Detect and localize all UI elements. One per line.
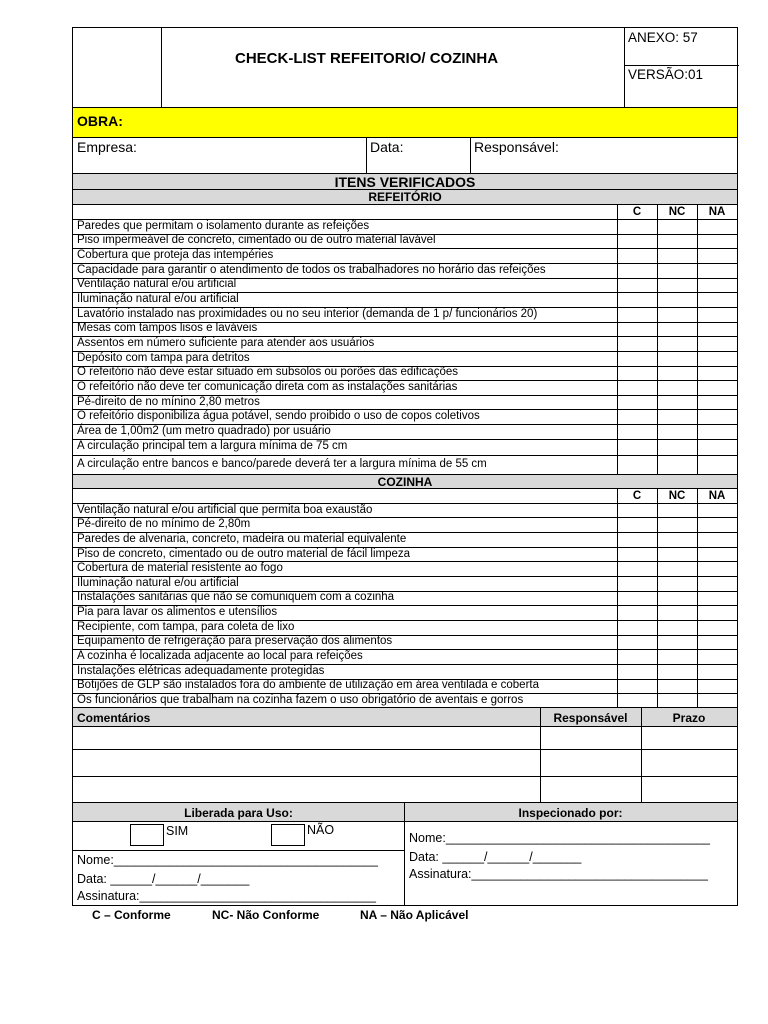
checklist-item: Pia para lavar os alimentos e utensílios bbox=[77, 606, 278, 619]
data-label: Data: bbox=[370, 139, 404, 155]
itens-verificados-header bbox=[73, 173, 737, 190]
inspecionado-nome: Nome:______________________________________ bbox=[409, 831, 710, 845]
liberada-divider bbox=[73, 850, 404, 851]
checklist-item: O refeitório disponibiliza água potável, sendo proibido o uso de copos coletivos bbox=[77, 410, 480, 423]
checklist-item: Iluminação natural e/ou artificial bbox=[77, 576, 239, 589]
comments-row-line-1 bbox=[73, 749, 737, 750]
anexo-label: ANEXO: 57 bbox=[628, 30, 698, 45]
comentarios-label: Comentários bbox=[77, 711, 151, 725]
column-header-c: C bbox=[632, 206, 642, 218]
cozinha-table bbox=[73, 489, 737, 708]
cozinha-title: COZINHA bbox=[377, 474, 433, 489]
refeitorio-header bbox=[73, 190, 737, 205]
liberada-nome: Nome:______________________________________ bbox=[77, 853, 378, 867]
checklist-item: Os funcionários que trabalham na cozinha fazem o uso obrigatório de aventais e gorros bbox=[77, 694, 524, 707]
page-title: CHECK-LIST REFEITORIO/ COZINHA bbox=[235, 50, 499, 67]
checklist-item: Pé-direito de no mínino 2,80 metros bbox=[77, 395, 260, 408]
legend-na: NA – Não Aplicável bbox=[360, 908, 469, 922]
checklist-item: Instalações sanitárias que não se comuniquem com a cozinha bbox=[77, 591, 395, 604]
refeitorio-title: REFEITÓRIO bbox=[368, 190, 442, 204]
column-divider bbox=[617, 489, 618, 708]
checklist-item: Iluminação natural e/ou artificial bbox=[77, 293, 239, 306]
sim-checkbox[interactable] bbox=[130, 824, 164, 846]
empresa-label: Empresa: bbox=[77, 139, 137, 155]
legend-nc: NC- Não Conforme bbox=[212, 908, 320, 922]
column-divider bbox=[697, 205, 698, 474]
checklist-item: Cobertura de material resistente ao fogo bbox=[77, 562, 283, 575]
checklist-item: Pé-direito de no mínimo de 2,80m bbox=[77, 518, 251, 531]
signature-divider bbox=[404, 802, 405, 906]
checklist-item: A cozinha é localizada adjacente ao local para refeições bbox=[77, 650, 363, 663]
comments-section bbox=[73, 707, 737, 803]
checklist-item: Mesas com tampos lisos e laváveis bbox=[77, 322, 258, 335]
checklist-item: Depósito com tampa para detritos bbox=[77, 351, 250, 364]
comments-responsavel-label: Responsável bbox=[553, 711, 628, 725]
checklist-item: Capacidade para garantir o atendimento de todos os trabalhadores no horário das refeições bbox=[77, 263, 546, 276]
checklist-item: O refeitório não deve ter comunicação direta com as instalações sanitárias bbox=[77, 380, 458, 393]
data-resp-divider bbox=[470, 138, 471, 173]
column-header-nc: NC bbox=[668, 206, 686, 218]
inspecionado-assinatura: Assinatura:__________________________________ bbox=[409, 867, 708, 881]
column-header-na: NA bbox=[708, 489, 726, 502]
header-anexo-divider bbox=[624, 65, 739, 66]
column-divider bbox=[617, 205, 618, 474]
checklist-item: Área de 1,00m2 (um metro quadrado) por usuário bbox=[77, 424, 331, 437]
checklist-item: Equipamento de refrigeração para preservação dos alimentos bbox=[77, 635, 393, 648]
checklist-item: Paredes de alvenaria, concreto, madeira ou material equivalente bbox=[77, 532, 407, 545]
checklist-item: Paredes que permitam o isolamento durante as refeições bbox=[77, 219, 370, 232]
responsavel-label: Responsável: bbox=[474, 139, 559, 155]
comments-header bbox=[73, 707, 737, 727]
obra-label: OBRA: bbox=[77, 113, 123, 129]
column-divider bbox=[697, 489, 698, 708]
liberada-data: Data: ______/______/_______ bbox=[77, 872, 250, 886]
refeitorio-table bbox=[73, 205, 737, 474]
liberada-title: Liberada para Uso: bbox=[184, 806, 293, 820]
checklist-item: Botijões de GLP são instalados fora do ambiente de utilização em área ventilada e coberta bbox=[77, 679, 539, 692]
row-separator bbox=[73, 455, 737, 456]
checklist-frame bbox=[72, 27, 738, 906]
itens-verificados-title: ITENS VERIFICADOS bbox=[334, 174, 476, 190]
empresa-data-divider bbox=[366, 138, 367, 173]
checklist-item: Piso de concreto, cimentado ou de outro material de fácil limpeza bbox=[77, 547, 411, 560]
legend-c: C – Conforme bbox=[92, 908, 171, 922]
checklist-item: Lavatório instalado nas proximidades ou no seu interior (demanda de 1 p/ funcionários 20) bbox=[77, 307, 538, 320]
header-divider-left bbox=[161, 28, 162, 107]
comments-divider-1 bbox=[540, 707, 541, 803]
checklist-item: Ventilação natural e/ou artificial bbox=[77, 278, 237, 291]
checklist-item: A circulação principal tem a largura mínima de 75 cm bbox=[77, 440, 348, 453]
inspecionado-title: Inspecionado por: bbox=[518, 806, 623, 820]
header-divider-right bbox=[624, 28, 625, 107]
cozinha-header bbox=[73, 474, 737, 489]
column-divider bbox=[657, 489, 658, 708]
nao-label: NÃO bbox=[307, 823, 335, 837]
obra-row bbox=[73, 107, 737, 138]
checklist-item: Piso impermeável de concreto, cimentado ou de outro material lavável bbox=[77, 234, 436, 247]
checklist-item: Assentos em número suficiente para atender aos usuários bbox=[77, 337, 375, 350]
column-header-row bbox=[73, 489, 737, 503]
column-header-row bbox=[73, 205, 737, 219]
nao-checkbox[interactable] bbox=[271, 824, 305, 846]
column-divider bbox=[657, 205, 658, 474]
comments-row-line-2 bbox=[73, 776, 737, 777]
checklist-item: Ventilação natural e/ou artificial que permita boa exaustão bbox=[77, 503, 373, 516]
liberada-assinatura: Assinatura:__________________________________ bbox=[77, 889, 376, 903]
checklist-item: Instalações elétricas adequadamente protegidas bbox=[77, 664, 325, 677]
signature-header bbox=[73, 802, 737, 822]
column-header-nc: NC bbox=[668, 489, 686, 502]
comments-divider-2 bbox=[641, 707, 642, 803]
inspecionado-data: Data: ______/______/_______ bbox=[409, 850, 582, 864]
checklist-item: O refeitório não deve estar situado em subsolos ou porões das edificações bbox=[77, 366, 458, 379]
versao-label: VERSÃO:01 bbox=[628, 67, 704, 82]
column-header-c: C bbox=[632, 489, 642, 502]
sim-label: SIM bbox=[166, 824, 189, 838]
column-header-na: NA bbox=[708, 206, 726, 218]
checklist-item: A circulação entre bancos e banco/parede deverá ter a largura mínima de 55 cm bbox=[77, 457, 487, 470]
prazo-label: Prazo bbox=[672, 711, 706, 725]
checklist-item: Recipiente, com tampa, para coleta de lixo bbox=[77, 620, 295, 633]
checklist-item: Cobertura que proteja das intempéries bbox=[77, 249, 274, 262]
